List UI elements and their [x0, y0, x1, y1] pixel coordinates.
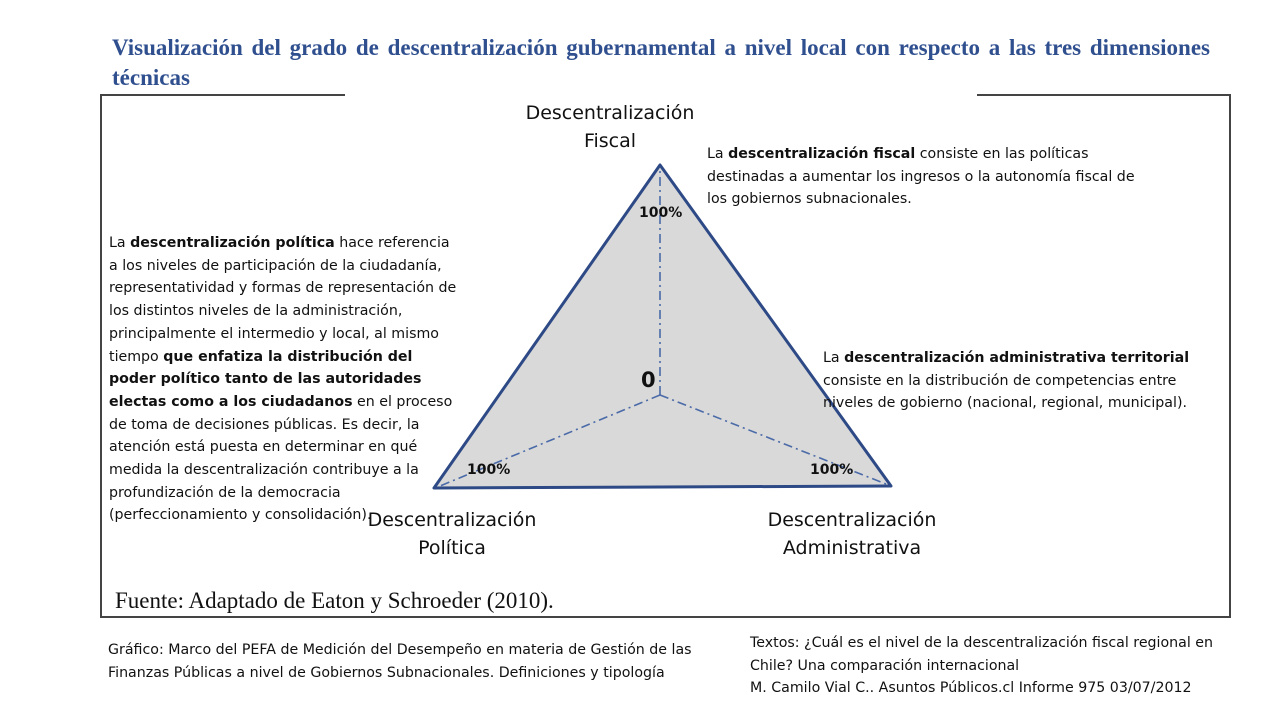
figure-source: Fuente: Adaptado de Eaton y Schroeder (2010).	[115, 588, 554, 613]
label-100-right: 100%	[810, 462, 854, 478]
description-fiscal-text: consiste en las políticas destinadas a aumentar los ingresos o la autonomía fiscal de los gobiernos subnacionales.	[707, 146, 1135, 208]
description-fiscal-term: descentralización fiscal	[728, 146, 916, 162]
description-administrativa	[823, 347, 1223, 415]
description-politica-term: descentralización política	[130, 235, 335, 251]
axis-label-politica-line1: Descentralización	[367, 509, 537, 531]
description-politica-text: hace referencia a los niveles de participación de la ciudadanía, representatividad y formas de representación de los distintos niveles de la administración, principalmente el intermedio y local, al mismo tiempo	[109, 235, 457, 365]
description-politica-lead: La	[109, 235, 131, 251]
label-100-left: 100%	[467, 462, 511, 478]
page-title: Visualización del grado de descentralización gubernamental a nivel local con respecto a las tres dimensiones técnicas	[112, 35, 1210, 90]
description-administrativa-term: descentralización administrativa territorial	[844, 350, 1190, 366]
description-fiscal	[707, 143, 1139, 211]
axis-label-fiscal-line1: Descentralización	[525, 102, 695, 124]
axis-label-fiscal	[510, 99, 710, 155]
label-100-top: 100%	[639, 205, 683, 221]
axis-label-administrativa-line1: Descentralización	[767, 509, 937, 531]
description-politica-emphasis: que enfatiza la distribución del poder político tanto de las autoridades electas como a los ciudadanos	[109, 348, 422, 410]
description-politica	[109, 232, 459, 527]
axis-label-administrativa	[750, 506, 954, 562]
axis-label-fiscal-line2: Fiscal	[583, 130, 637, 152]
axis-label-administrativa-line2: Administrativa	[782, 537, 922, 559]
description-administrativa-text: consiste en la distribución de competencias entre niveles de gobierno (nacional, regional, municipal).	[823, 372, 1187, 412]
description-administrativa-lead: La	[823, 350, 845, 366]
description-politica-text-end: en el proceso de toma de decisiones públicas. Es decir, la atención está puesta en determinar en qué medida la descentralización contribuye a la profundización de la democracia (perfeccionamiento y consolidación).	[109, 393, 453, 524]
label-zero-center: 0	[641, 368, 656, 392]
credit-textos	[750, 632, 1230, 700]
axis-label-politica-line2: Política	[418, 537, 486, 559]
credit-textos-reference: Textos: ¿Cuál es el nivel de la descentralización fiscal regional en Chile? Una comparación internacional	[750, 635, 1214, 674]
credit-textos-author: M. Camilo Vial C.. Asuntos Públicos.cl Informe 975 03/07/2012	[750, 680, 1192, 696]
description-fiscal-lead: La	[707, 146, 729, 162]
credit-grafico: Gráfico: Marco del PEFA de Medición del Desempeño en materia de Gestión de las Finanzas Públicas a nivel de Gobiernos Subnacionales. Definiciones y tipología	[108, 642, 692, 681]
